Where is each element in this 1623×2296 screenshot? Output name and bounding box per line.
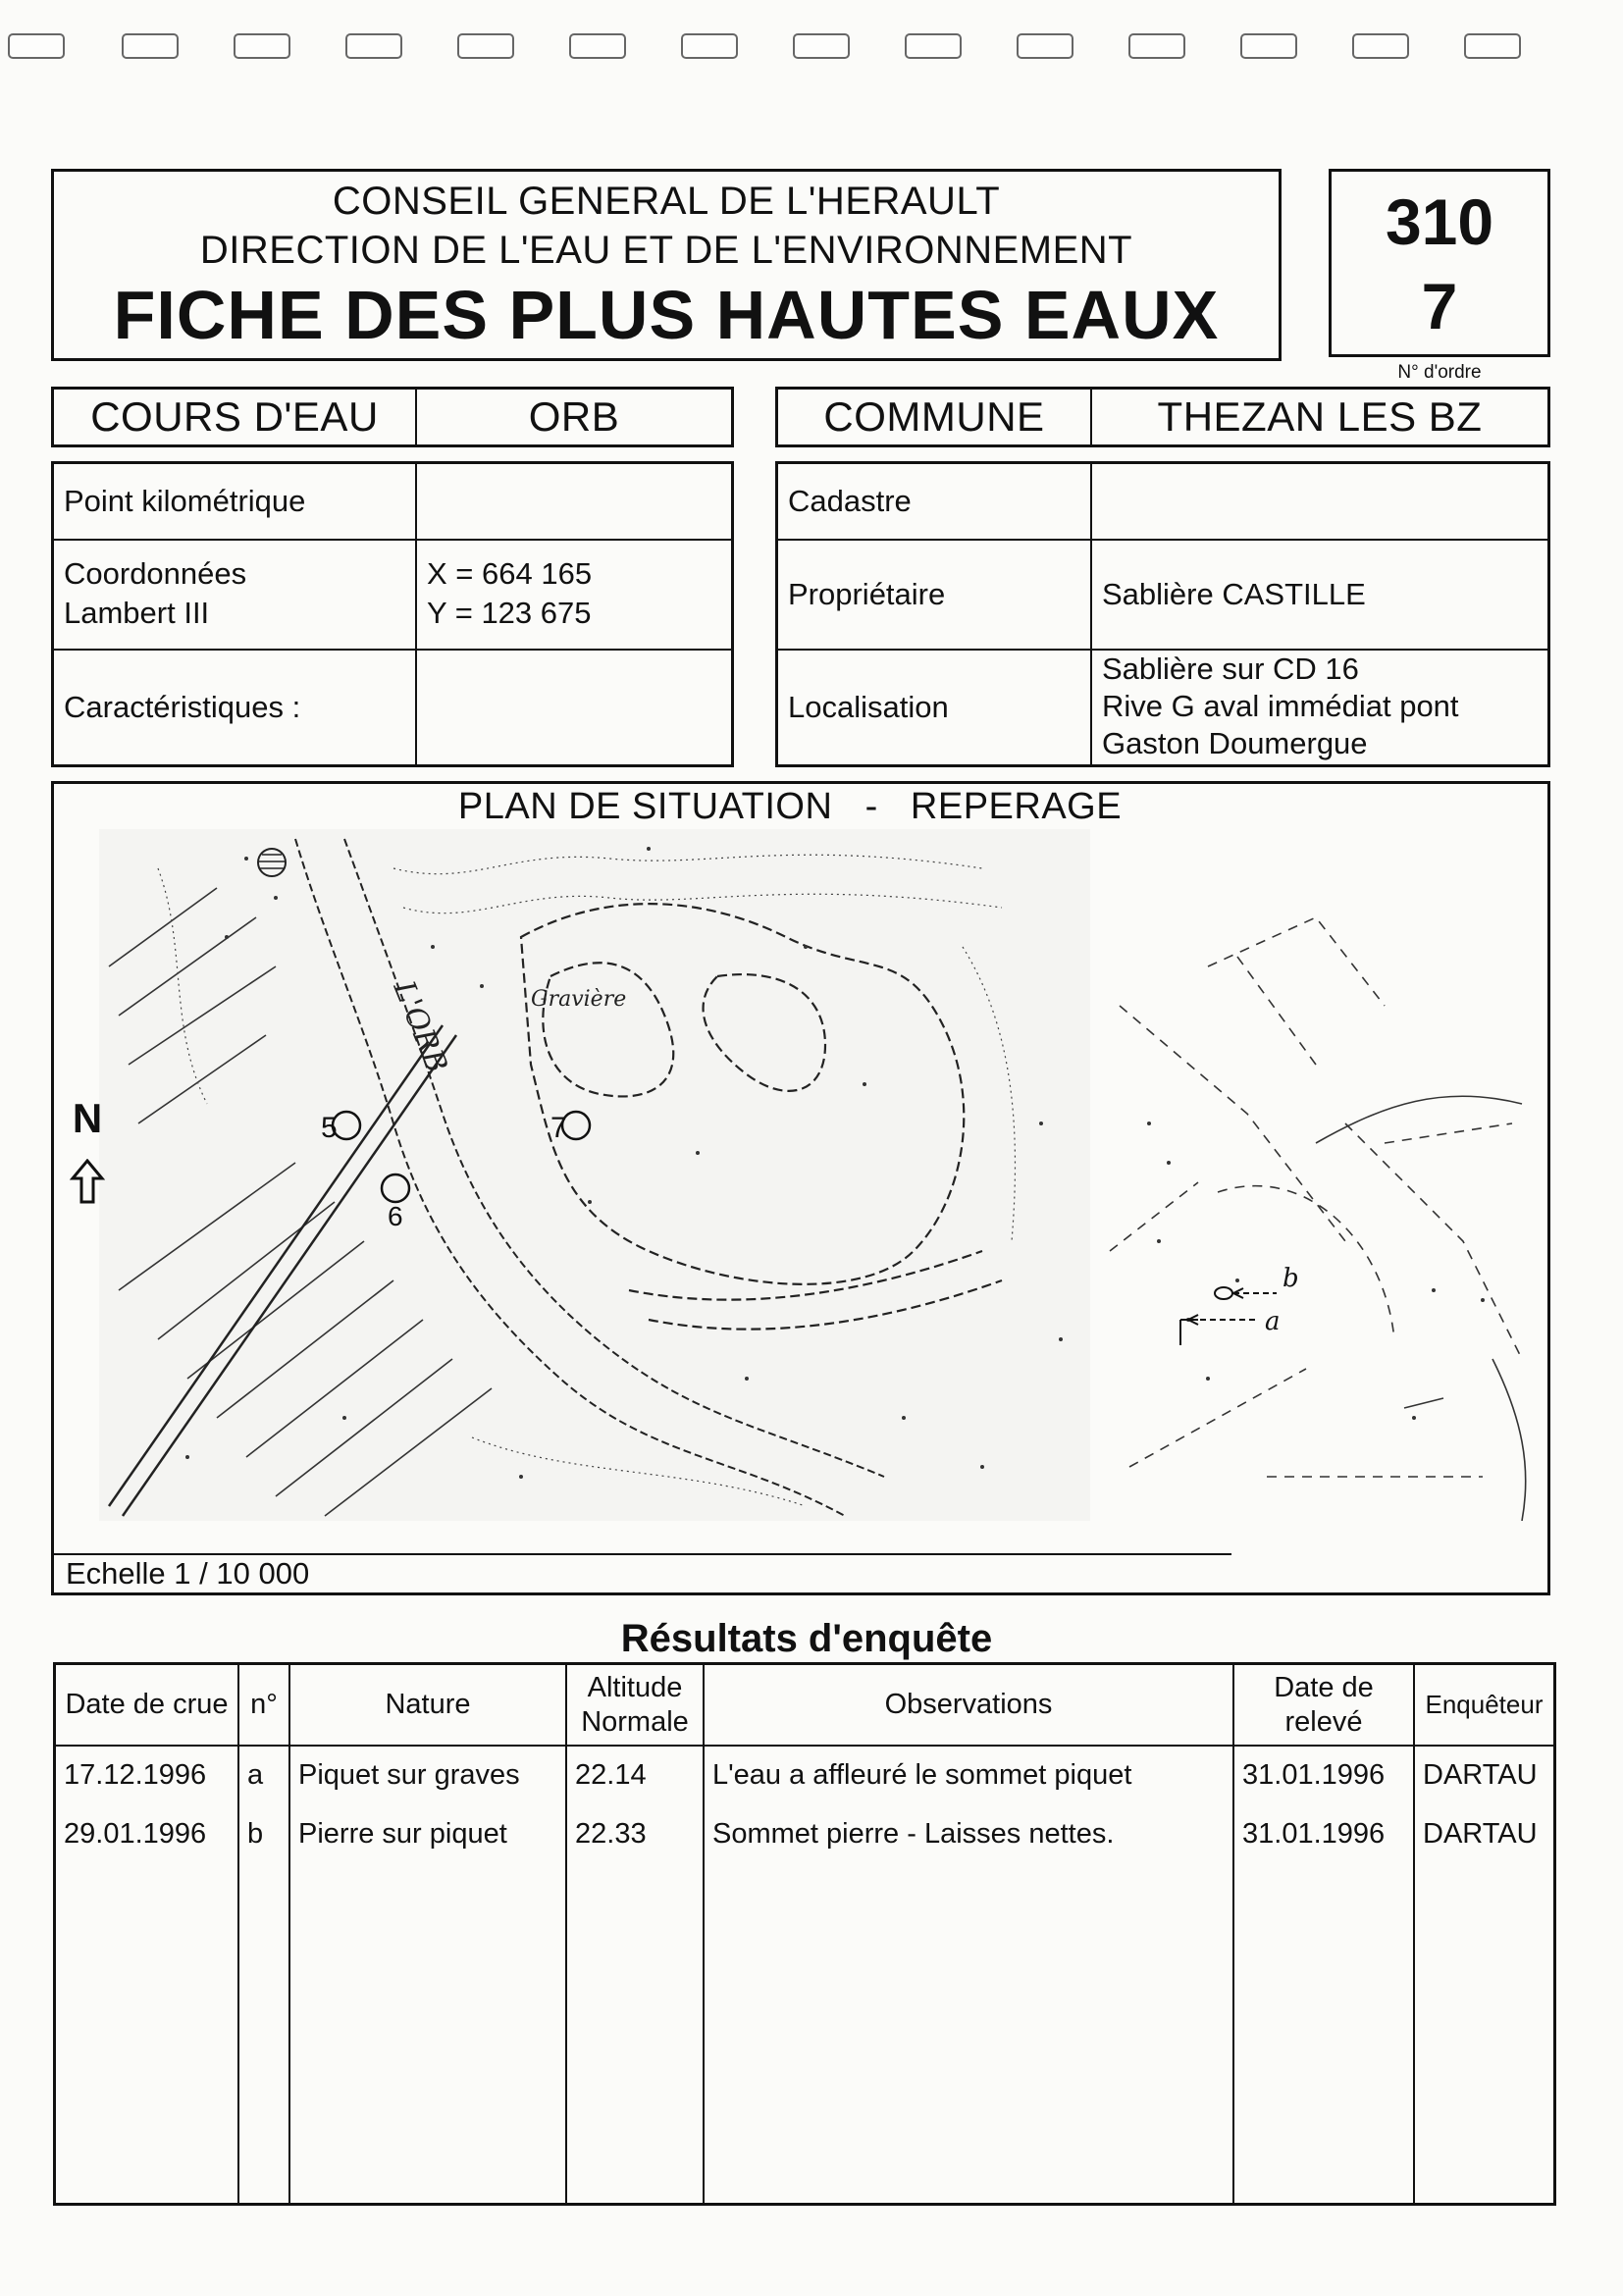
owner-value: Sablière CASTILLE [1102, 576, 1366, 611]
cell-nature: Piquet sur graves [289, 1746, 566, 1804]
cell-observations: Sommet pierre - Laisses nettes. [704, 1804, 1233, 1863]
coord-y: Y = 123 675 [427, 596, 592, 631]
table-row [56, 1746, 1553, 1804]
col-numero: n° [238, 1665, 289, 1746]
cell-enqueteur: DARTAU [1414, 1804, 1553, 1863]
cell-numero: a [238, 1746, 289, 1804]
loc-line-2: Rive G aval immédiat pont [1102, 688, 1459, 723]
cell-date-crue: 17.12.1996 [64, 1759, 207, 1791]
binding-holes [0, 27, 1623, 77]
results-header-row [56, 1665, 1553, 1746]
loc-line-3: Gaston Doumergue [1102, 725, 1368, 760]
cell-numero: b [238, 1804, 289, 1863]
commune-value: THEZAN LES BZ [1157, 393, 1483, 440]
order-label: N° d'ordre [1397, 362, 1482, 383]
coord-values [417, 554, 731, 634]
sketch-label-b: b [1283, 1264, 1299, 1293]
carac-label: Caractéristiques : [64, 690, 301, 724]
coord-x: X = 664 165 [427, 556, 593, 591]
plan-title: PLAN DE SITUATION - REPERAGE [348, 784, 1231, 829]
marker-5-label: 5 [321, 1112, 338, 1144]
col-date-releve: Date de relevé [1233, 1665, 1414, 1746]
page-title: FICHE DES PLUS HAUTES EAUX [113, 277, 1220, 353]
number-box [1329, 169, 1550, 357]
coord-label-line-2: Lambert III [64, 596, 210, 631]
loc-value [1092, 651, 1544, 764]
graviere-map-label: Gravière [531, 987, 627, 1012]
sketch-label-a: a [1265, 1307, 1281, 1336]
cell-observations: L'eau a affleuré le sommet piquet [704, 1746, 1233, 1804]
cadastre-value [1092, 464, 1544, 539]
cell-altitude: 22.33 [566, 1804, 704, 1863]
table-empty-space [56, 1863, 1553, 2203]
coord-label [54, 554, 415, 634]
north-arrow-icon [70, 1159, 105, 1204]
col-date-crue: Date de crue [56, 1665, 238, 1746]
col-nature: Nature [289, 1665, 566, 1746]
coord-label-line-1: Coordonnées [64, 556, 247, 591]
header-line-2: DIRECTION DE L'EAU ET DE L'ENVIRONNEMENT [199, 228, 1133, 272]
loc-label: Localisation [788, 690, 949, 724]
scale-label: Echelle 1 / 10 000 [66, 1556, 310, 1591]
situation-map [99, 829, 1090, 1521]
location-sketch [1090, 829, 1545, 1521]
marker-7-label: 7 [550, 1112, 567, 1144]
order-number: 7 [1421, 270, 1458, 342]
results-table [56, 1665, 1553, 2203]
cell-date-releve: 31.01.1996 [1233, 1746, 1414, 1804]
north-label: N [72, 1095, 103, 1141]
cadastre-label: Cadastre [788, 484, 912, 518]
cell-altitude: 22.14 [566, 1746, 704, 1804]
right-info-table [775, 461, 1550, 767]
carac-value [417, 651, 731, 764]
river-value: ORB [528, 393, 620, 440]
marker-6-label: 6 [388, 1201, 403, 1231]
col-enqueteur: Enquêteur [1414, 1665, 1553, 1746]
col-altitude: Altitude Normale [566, 1665, 704, 1746]
pk-value [417, 464, 731, 539]
cell-nature: Pierre sur piquet [289, 1804, 566, 1863]
col-observations: Observations [704, 1665, 1233, 1746]
river-map-label: L'ORB [386, 975, 454, 1078]
river-box [51, 387, 734, 447]
owner-label: Propriétaire [788, 577, 946, 611]
commune-label: COMMUNE [778, 390, 1092, 444]
pk-label: Point kilométrique [64, 484, 306, 518]
cell-enqueteur: DARTAU [1414, 1746, 1553, 1804]
cell-date-releve: 31.01.1996 [1233, 1804, 1414, 1863]
sheet-number: 310 [1385, 185, 1494, 258]
header-line-1: CONSEIL GENERAL DE L'HERAULT [332, 179, 1001, 223]
results-title: Résultats d'enquête [620, 1616, 993, 1660]
table-row [56, 1804, 1553, 1863]
river-label: COURS D'EAU [54, 390, 417, 444]
plan-box [51, 781, 1550, 1595]
header-box [51, 169, 1282, 361]
loc-line-1: Sablière sur CD 16 [1102, 652, 1359, 686]
results-table-box [53, 1662, 1556, 2206]
commune-box [775, 387, 1550, 447]
cell-date-crue: 29.01.1996 [64, 1817, 207, 1850]
left-info-table [51, 461, 734, 767]
